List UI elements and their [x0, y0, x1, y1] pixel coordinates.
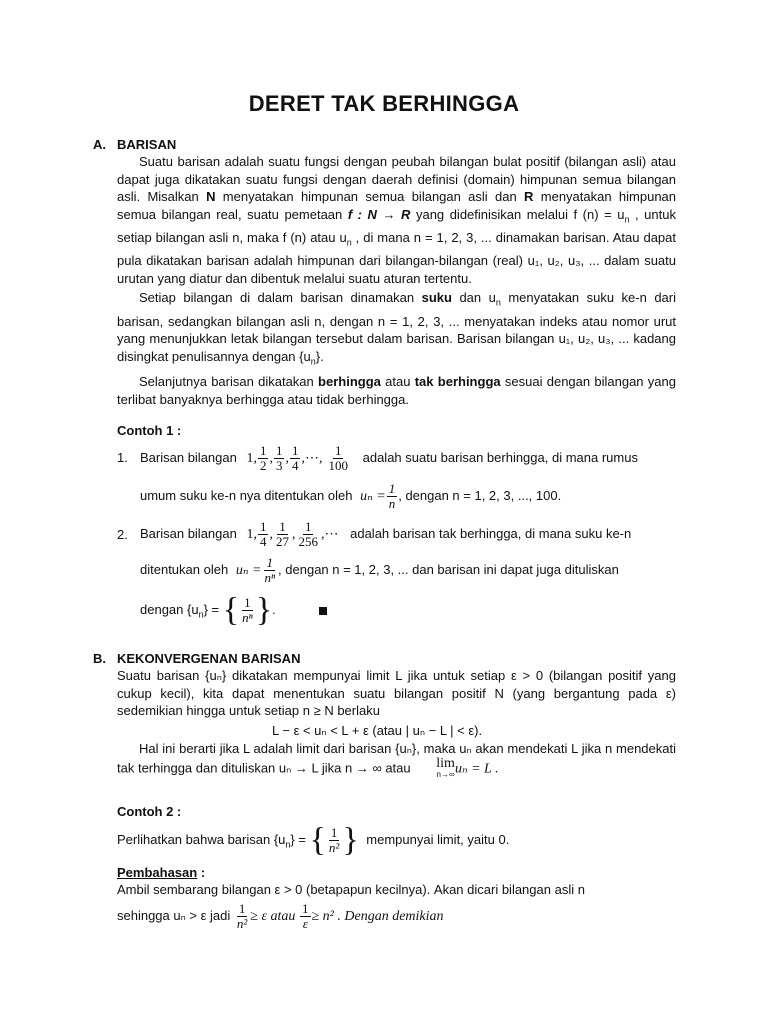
section-b-body-2 — [117, 740, 676, 780]
contoh-2-heading: Contoh 2 : — [117, 804, 182, 819]
section-b-paragraph-1: Suatu barisan {uₙ} dikatakan mempunyai limit L jika untuk setiap ε > 0 (bilangan positif yang cukup kecil), kita dapat menentukan suatu bilangan positif N (yang bergantung pada ε) sedemikian hingga untuk setiap n ≥ N berlaku — [117, 668, 676, 719]
contoh-1-item-1-line-2: umum suku ke-n nya ditentukan oleh uₙ = $\frac{1}{n}$ , dengan n = 1, 2, 3, ..., 100. — [140, 481, 562, 512]
section-a-paragraph-1: Suatu barisan adalah suatu fungsi dengan peubah bilangan bulat positif (bilangan asli) atau dapat juga dikatakan suatu fungsi dengan daerah definisi (domain) himpunan semua bilangan asli. Misalkan N menyatakan himpunan semua bilangan asli dan R menyatakan himpunan semua bilangan real, suatu pemetaan f : N → R yang didefinisikan melalui f $(n) = u_n$ , untuk setiap bilangan asli n, maka f (n) atau $u_n$ , di mana n = 1, 2, 3, ... dinamakan barisan. Atau dapat pula dikatakan barisan adalah himpunan dari bilangan-bilangan (real) u₁, u₂, u₃, ... dalam suatu urutan yang diatur dan dibentuk melalui suatu aturan tertentu. — [117, 154, 677, 286]
section-b-paragraph-2: Hal ini berarti jika L adalah limit dari barisan {uₙ}, maka uₙ akan mendekati L jika n mendekati tak terhingga dan dituliskan uₙ → L jika n → ∞ atau lim n→∞ uₙ = L . — [117, 741, 676, 779]
pembahasan-line-2: sehingga uₙ > ε jadi $\frac{1}{\text{n²}}$ ≥ ε atau $\frac{1}{\varepsilon}$ ≥ n² . Dengan demikian — [117, 901, 444, 932]
section-a-body — [117, 153, 676, 408]
section-b-inequality: L − ε < uₙ < L + ε (atau | uₙ − L | < ε). — [272, 723, 483, 738]
section-a-letter: A. — [93, 137, 106, 152]
formula-un-1-over-n-to-n: uₙ = $\frac{1}{\text{nⁿ}}$ — [235, 555, 276, 586]
section-b-heading — [93, 651, 300, 666]
sequence-infinite: 1, $\frac{1}{4}$ , $\frac{1}{27}$ , $\frac{1}{256}$ ,⋯ — [246, 519, 339, 550]
contoh-1-item-1-number: 1. — [117, 450, 128, 465]
section-a-heading — [93, 137, 176, 152]
pembahasan-heading: Pembahasan : — [117, 865, 206, 880]
page-title: DERET TAK BERHINGGA — [248, 91, 520, 116]
contoh-1-item-2-line-2: ditentukan oleh uₙ = $\frac{1}{\text{nⁿ}}$ , dengan n = 1, 2, 3, ... dan barisan ini dapat juga dituliskan — [140, 555, 619, 586]
contoh-2-statement: Perlihatkan bahwa barisan $\{u_n\}$ = { $\frac{1}{\text{n²}}$ } mempunyai limit, yaitu 0. — [117, 821, 510, 859]
sequence-finite: 1, $\frac{1}{2}$ , $\frac{1}{3}$ , $\frac{1}{4}$ ,⋯, $\frac{1}{100}$ — [246, 443, 348, 474]
limit-symbol: lim n→∞ — [436, 755, 455, 779]
contoh-1-item-1-line-1: Barisan bilangan 1, $\frac{1}{2}$ , $\frac{1}{3}$ , $\frac{1}{4}$ ,⋯, $\frac{1}{100}$ adalah suatu barisan berhingga, di mana rumus — [140, 443, 638, 474]
contoh-1-item-2-line-3: dengan $\{u_n\}$ = { $\frac{1}{\text{nⁿ}}$ }. — [140, 588, 327, 637]
section-b-letter: B. — [93, 651, 106, 666]
qed-square — [319, 607, 327, 615]
section-b-body — [117, 667, 676, 720]
section-b-title: KEKONVERGENAN BARISAN — [117, 651, 301, 666]
contoh-1-heading: Contoh 1 : — [117, 423, 182, 438]
pembahasan-line-1: Ambil sembarang bilangan ε > 0 (betapapun kecilnya). Akan dicari bilangan asli n — [117, 882, 585, 897]
formula-un-1-over-n: uₙ = $\frac{1}{n}$ — [360, 481, 396, 512]
section-a-title: BARISAN — [117, 137, 177, 152]
contoh-1-item-2-number: 2. — [117, 527, 128, 542]
section-a-paragraph-2: Setiap bilangan di dalam barisan dinamakan suku dan $u_n$ menyatakan suku ke-n dari barisan, sedangkan bilangan asli n, dengan n = 1, 2, 3, ... menyatakan indeks atau nomor urut yang menunjukkan letak bilangan tersebut dalam barisan. Barisan bilangan u₁, u₂, u₃, ... kadang disingkat penulisannya dengan $\{u_n\}$. — [117, 290, 676, 367]
section-a-paragraph-3: Selanjutnya barisan dikatakan berhingga atau tak berhingga sesuai dengan bilangan yang terlibat banyaknya berhingga atau tidak berhingga. — [117, 373, 676, 407]
contoh-1-item-2-line-1: Barisan bilangan 1, $\frac{1}{4}$ , $\frac{1}{27}$ , $\frac{1}{256}$ ,⋯ adalah barisan tak berhingga, di mana suku ke-n — [140, 519, 632, 550]
